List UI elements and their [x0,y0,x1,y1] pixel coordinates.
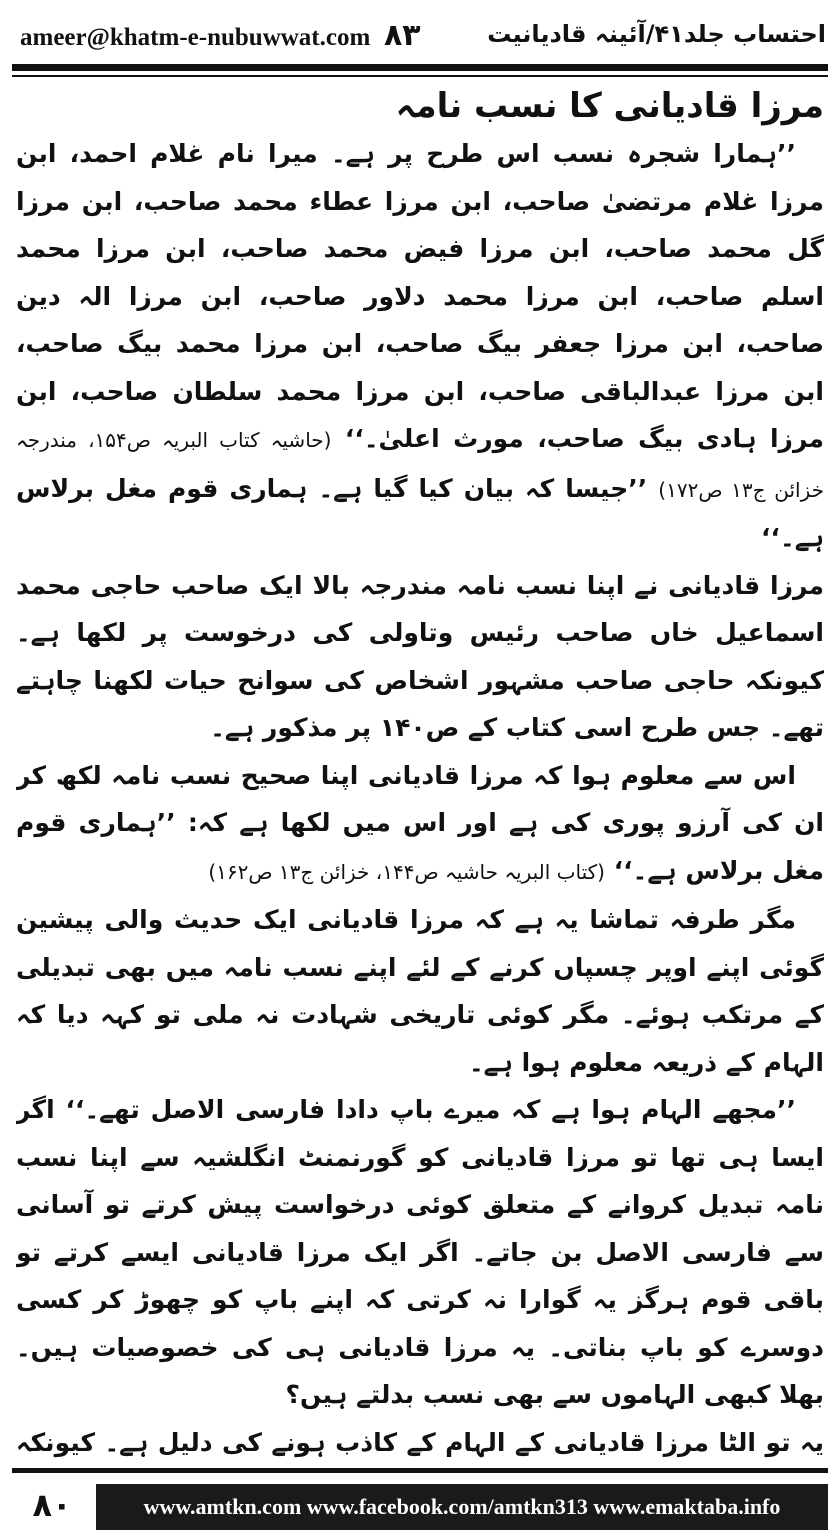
citation-kitab-ul-bariyya: (حاشیہ کتاب البریہ ص۱۵۴، مندرجہ خزائن ج۱۳ ص۱۷۲) [16,428,824,502]
page-footer [12,1478,828,1532]
header-page-number: ۸۳ [384,18,421,53]
paragraph-haji-ismail: مرزا قادیانی نے اپنا نسب نامہ مندرجہ بالا ایک صاحب حاجی محمد اسماعیل خاں صاحب رئیس وتاولی کی درخوست پر لکھا ہے۔ کیونکہ حاجی صاحب مشہور اشخاص کی سوانح حیات لکھنا چاہتے تھے۔ جس طرح اسی کتاب کے ص۱۴۰ پر مذکور ہے۔ [16,570,824,742]
footer-rule [12,1468,828,1473]
article-body [16,82,824,1460]
paragraph-false-revelation: یہ تو الٹا مرزا قادیانی کے الہام کے کاذب ہونے کی دلیل ہے۔ کیونکہ [16,1427,824,1457]
footer-page-number: ۸۰ [12,1478,92,1532]
desire-fulfilled-text: اس سے معلوم ہوا کہ مرزا قادیانی اپنا صحیح نسب نامہ لکھ کر ان کی آرزو پوری کی ہے اور اس میں لکھا ہے کہ: ’’ہماری قوم مغل برلاس ہے۔‘‘ [16,760,824,885]
header-email: ameer@khatm-e-nubuwwat.com [20,24,371,51]
paragraph-desire-fulfilled [16,752,824,897]
header-rule-thick [12,64,828,71]
citation-kitab-hashiya: (کتاب البریہ حاشیہ ص۱۴۴، خزائن ج۱۳ ص۱۶۲) [208,859,605,884]
paragraph-persian-origin: ’’مجھے الہام ہوا ہے کہ میرے باپ دادا فارسی الاصل تھے۔‘‘ اگر ایسا ہی تھا تو مرزا قادیانی کو گورنمنٹ انگلشیہ سے اپنا نسب نامہ تبدیل کروانے کے متعلق کوئی درخواست پیش کرتے تو آسانی سے فارسی الاصل بن جاتے۔ اگر ایک مرزا قادیانی ایسے کرتے تو باقی قوم ہرگز یہ گوارا نہ کرتی کہ اپنے باپ کو چھوڑ کر کسی دوسرے کو باپ بناتی۔ یہ مرزا قادیانی ہی کی خصوصیات ہیں۔ بھلا کبھی الہاموں سے بھی نسب بدلتے ہیں؟ [16,1095,824,1409]
mughal-barlas-quote: ’’جیسا کہ بیان کیا گیا ہے۔ ہماری قوم مغل برلاس ہے۔‘‘ [16,473,824,552]
paragraph-prophecy: مگر طرفہ تماشا یہ ہے کہ مرزا قادیانی ایک حدیث والی پیشین گوئی اپنے اوپر چسپاں کرنے کے لئے اپنے نسب نامہ میں بھی تبدیلی کے مرتکب ہوئے۔ مگر کوئی تاریخی شہادت نہ ملی تو کہہ دیا کہ الہام کے ذریعہ معلوم ہوا ہے۔ [16,905,824,1077]
paragraph-genealogy-quote [16,130,824,562]
genealogy-quote-text: ’’ہمارا شجرہ نسب اس طرح پر ہے۔ میرا نام غلام احمد، ابن مرزا غلام مرتضیٰ صاحب، ابن مرزا عطاء محمد صاحب، ابن مرزا گل محمد صاحب، ابن مرزا فیض محمد صاحب، ابن مرزا محمد اسلم صاحب، ابن مرزا محمد دلاور صاحب، ابن مرزا الہ دین صاحب، ابن مرزا جعفر بیگ صاحب، ابن مرزا محمد بیگ صاحب، ابن مرزا عبدالباقی صاحب، ابن مرزا محمد سلطان صاحب، ابن مرزا ہادی بیگ صاحب، مورث اعلیٰ۔‘‘ [16,139,824,453]
header-book-title: احتساب جلد۴۱/آئینہ قادیانیت [487,20,826,48]
header-rule-thin [12,75,828,77]
footer-links: www.amtkn.com www.facebook.com/amtkn313 www.emaktaba.info [96,1484,828,1530]
article-title: مرزا قادیانی کا نسب نامہ [395,86,824,126]
page-header [12,14,828,60]
